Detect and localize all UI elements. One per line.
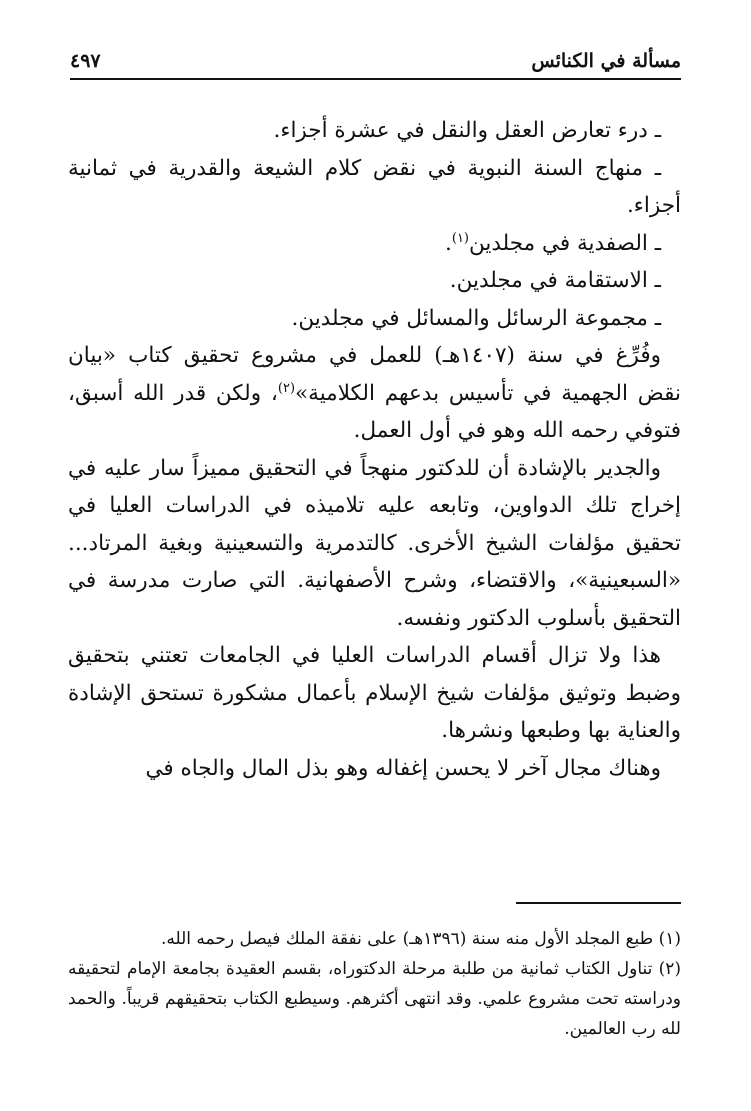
list-item: ـ الاستقامة في مجلدين.: [449, 268, 661, 293]
paragraph-text: وفُرِّغ في سنة (١٤٠٧هـ) للعمل في مشروع تحقيق كتاب «بيان نقض الجهمية في تأسيس بدعهم الكلامية»: [68, 343, 681, 406]
footnote: (٢) تناول الكتاب ثمانية من طلبة مرحلة الدكتوراه، بقسم العقيدة بجامعة الإمام لتحقيقه ودراسته تحت مشروع علمي. وقد انتهى أكثرهم. وسيطبع الكتاب بتحقيقهم قريباً. والحمد لله رب العالمين.: [68, 959, 681, 1039]
footnote: (١) طبع المجلد الأول منه سنة (١٣٩٦هـ) على نفقة الملك فيصل رحمه الله.: [160, 929, 681, 949]
footnote-divider: [516, 902, 681, 904]
running-header: [70, 44, 681, 80]
paragraph: [68, 337, 681, 450]
footnote-ref[interactable]: (٢): [277, 380, 296, 396]
list-item: ـ مجموعة الرسائل والمسائل في مجلدين.: [291, 305, 661, 331]
list-item-end: .: [445, 230, 452, 256]
list-item: [68, 225, 681, 263]
paragraph: والجدير بالإشادة أن للدكتور منهجاً في التحقيق مميزاً سار عليه في إخراج تلك الدواوين، وتابعه عليه تلاميذه في الدراسات العليا في تحقيق مؤلفات الشيخ الأخرى. كالتدمرية والتسعينية وبغية المرتاد... «السبعينية»، والاقتضاء، وشرح الأصفهانية. التي صارت مدرسة في التحقيق بأسلوب الدكتور ونفسه.: [68, 455, 681, 631]
main-text: [68, 112, 681, 787]
paragraph: وهناك مجال آخر لا يحسن إغفاله وهو بذل المال والجاه في: [145, 755, 661, 781]
list-item: ـ منهاج السنة النبوية في نقض كلام الشيعة والقدرية في ثمانية أجزاء.: [68, 155, 681, 218]
footnotes: [68, 924, 681, 1044]
page-number: ٤٩٧: [70, 50, 101, 72]
footnote-ref[interactable]: (١): [451, 230, 469, 246]
paragraph-text: ، ولكن قدر الله أسبق، فتوفي رحمه الله وهو في أول العمل.: [68, 380, 681, 443]
list-item-text: ـ الصفدية في مجلدين: [469, 230, 661, 256]
paragraph: هذا ولا تزال أقسام الدراسات العليا في الجامعات تعتني بتحقيق وضبط وتوثيق مؤلفات شيخ الإسلام بأعمال مشكورة تستحق الإشادة والعناية بها وطبعها ونشرها.: [68, 643, 681, 743]
running-title: مسألة في الكنائس: [531, 50, 681, 72]
list-item: ـ درء تعارض العقل والنقل في عشرة أجزاء.: [273, 118, 661, 143]
